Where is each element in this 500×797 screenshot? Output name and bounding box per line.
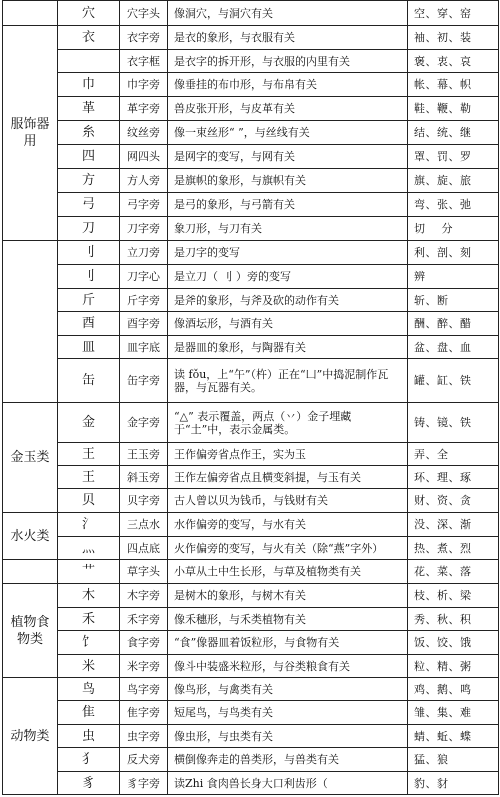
explanation-cell: 像酒坛形，与酒有关 [168,312,408,336]
radical-cell: 糸 [58,121,120,145]
explanation-cell: 像禾穗形，与禾类植物有关 [168,608,408,631]
radical-name-cell: 网四头 [120,145,168,169]
example-chars-cell: 铸、镜、铁 [408,403,499,443]
radical-cell: 米 [58,655,120,678]
radical-name-cell: 衣字旁 [120,26,168,50]
explanation-cell: 是树木的象形，与树木有关 [168,584,408,608]
radical-name-cell: 隹字旁 [120,701,168,725]
radical-name-cell: 刀字心 [120,265,168,289]
example-chars-cell: 结、统、继 [408,121,499,145]
table-row [3,701,499,725]
radical-name-cell: 王玉旁 [120,443,168,466]
radical-name-cell: 禾字旁 [120,608,168,631]
example-chars-cell: 罐、缸、铁 [408,359,499,403]
explanation-cell: 象刀形，与刀有关 [168,217,408,241]
radical-cell: 隹 [58,701,120,725]
table-row [3,443,499,466]
radical-name-cell: 草字头 [120,560,168,584]
table-row [3,50,499,73]
explanation-cell: 是斧的象形，与斧及砍的动作有关 [168,289,408,312]
example-chars-cell: 辨 [408,265,499,289]
radical-name-cell: 巾字旁 [120,73,168,97]
radical-cell: 氵 [58,513,120,537]
table-row [3,169,499,193]
radical-cell: 贝 [58,489,120,513]
radical-cell: 革 [58,97,120,121]
example-chars-cell: 盆、盘、血 [408,336,499,359]
table-row [3,466,499,489]
radical-cell: 禾 [58,608,120,631]
radical-name-cell: 三点水 [120,513,168,537]
radical-name-cell: 酉字旁 [120,312,168,336]
radical-name-cell: 斤字旁 [120,289,168,312]
radical-cell: 巾 [58,73,120,97]
explanation-cell: 短尾鸟，与鸟类有关 [168,701,408,725]
example-chars-cell: 帐、幕、帜 [408,73,499,97]
explanation-cell: 是立刀（ 刂 ）旁的变写 [168,265,408,289]
table-row [3,537,499,560]
category-cell: 金玉类 [3,403,58,513]
category-cell [3,241,58,403]
explanation-cell: “食”像器皿着饭粒形，与食物有关 [168,631,408,655]
explanation-cell: 是刀字的变写 [168,241,408,265]
table-row [3,241,499,265]
explanation-cell: 是旗帜的象形，与旗帜有关 [168,169,408,193]
explanation-cell: 像斗中装盛米粒形，与谷类粮食有关 [168,655,408,678]
example-chars-cell: 斩、断 [408,289,499,312]
example-chars-cell: 切 分 [408,217,499,241]
explanation-cell: 小草从土中生长形，与草及植物类有关 [168,560,408,584]
category-cell: 水火类 [3,513,58,560]
radical-name-cell: 缶字旁 [120,359,168,403]
radical-name-cell: 革字旁 [120,97,168,121]
radical-cell: 弓 [58,193,120,217]
explanation-cell: 王作偏旁省点作王，实为玉 [168,443,408,466]
table-row [3,403,499,443]
table-row [3,725,499,748]
explanation-cell: 像垂挂的布巾形，与布帛有关 [168,73,408,97]
explanation-cell: 读Zhi 食肉兽长身大口利齿形（ [168,772,408,795]
radical-cell: 刂 [58,265,120,289]
radical-name-cell: 方人旁 [120,169,168,193]
explanation-cell: “△” 表示覆盖，两点（丷）金子埋藏于“土”中，表示金属类。 [168,403,408,443]
example-chars-cell: 豹、豺 [408,772,499,795]
explanation-cell: 是衣的象形，与衣服有关 [168,26,408,50]
table-row [3,560,499,584]
example-chars-cell: 酬、醉、醋 [408,312,499,336]
radical-name-cell: 刀字旁 [120,217,168,241]
table-row [3,145,499,169]
radical-cell: 犭 [58,748,120,772]
radical-cell: 方 [58,169,120,193]
example-chars-cell: 秀、秋、积 [408,608,499,631]
example-chars-cell: 财、资、贪 [408,489,499,513]
example-chars-cell: 褒、衷、哀 [408,50,499,73]
radical-name-cell: 豸字旁 [120,772,168,795]
radical-name-cell: 斜玉旁 [120,466,168,489]
radical-cell: 灬 [58,537,120,560]
category-cell: 动物类 [3,678,58,795]
example-chars-cell: 弯、张、弛 [408,193,499,217]
table-row [3,631,499,655]
example-chars-cell: 空、穿、窑 [408,1,499,26]
table-row [3,584,499,608]
radical-cell: 虫 [58,725,120,748]
example-chars-cell: 鸡、鹅、鸣 [408,678,499,701]
table-row [3,678,499,701]
category-cell: 植物食物类 [3,584,58,678]
table-row [3,608,499,631]
table-row [3,1,499,26]
table-row [3,513,499,537]
radical-cell: 刂 [58,241,120,265]
radical-name-cell: 穴字头 [120,1,168,26]
explanation-cell: 像一束丝形“ ”，与丝线有关 [168,121,408,145]
radical-name-cell: 反犬旁 [120,748,168,772]
explanation-cell: 是器皿的象形，与陶器有关 [168,336,408,359]
explanation-cell: 横倒像奔走的兽类形，与兽类有关 [168,748,408,772]
example-chars-cell: 雏、集、难 [408,701,499,725]
radical-name-cell: 纹丝旁 [120,121,168,145]
radical-cell: 艹 [58,560,120,584]
radical-name-cell: 弓字旁 [120,193,168,217]
example-chars-cell: 利、剖、刻 [408,241,499,265]
example-chars-cell: 环、理、琢 [408,466,499,489]
explanation-cell: 像鸟形，与禽类有关 [168,678,408,701]
radical-name-cell: 食字旁 [120,631,168,655]
radical-cell: 金 [58,403,120,443]
example-chars-cell: 蜻、蚯、蝶 [408,725,499,748]
example-chars-cell: 猛、狼 [408,748,499,772]
example-chars-cell: 枝、析、梁 [408,584,499,608]
table-row [3,73,499,97]
table-row [3,97,499,121]
table-row [3,26,499,50]
radical-name-cell: 衣字框 [120,50,168,73]
explanation-cell: 是弓的象形，与弓箭有关 [168,193,408,217]
category-cell [3,560,58,584]
radical-cell [58,50,120,73]
radical-name-cell: 立刀旁 [120,241,168,265]
explanation-cell: 像洞穴，与洞穴有关 [168,1,408,26]
example-chars-cell: 热、煮、烈 [408,537,499,560]
explanation-cell: 兽皮张开形，与皮革有关 [168,97,408,121]
table-row [3,655,499,678]
example-chars-cell: 花、菜、落 [408,560,499,584]
radical-name-cell: 米字旁 [120,655,168,678]
radical-cell: 穴 [58,1,120,26]
radical-cell: 斤 [58,289,120,312]
radicals-table [2,0,499,795]
example-chars-cell: 弄、全 [408,443,499,466]
radical-cell: 王 [58,443,120,466]
example-chars-cell: 粒、精、粥 [408,655,499,678]
radical-cell: 鸟 [58,678,120,701]
radical-cell: 王 [58,466,120,489]
example-chars-cell: 袖、初、装 [408,26,499,50]
radical-cell: 缶 [58,359,120,403]
table-row [3,359,499,403]
radical-cell: 衣 [58,26,120,50]
radical-name-cell: 鸟字旁 [120,678,168,701]
table-row [3,489,499,513]
radical-name-cell: 虫字旁 [120,725,168,748]
category-cell [3,1,58,26]
explanation-cell: 是网字的变写，与网有关 [168,145,408,169]
radical-name-cell: 木字旁 [120,584,168,608]
category-cell: 服饰器用 [3,26,58,241]
table-row [3,193,499,217]
table-row [3,748,499,772]
example-chars-cell: 罩、罚、罗 [408,145,499,169]
example-chars-cell: 鞋、鞭、勒 [408,97,499,121]
explanation-cell: 王作左偏旁省点且横变斜提，与玉有关 [168,466,408,489]
table-row [3,289,499,312]
radical-cell: 皿 [58,336,120,359]
explanation-cell: 古人曾以贝为钱币，与钱财有关 [168,489,408,513]
table-row [3,265,499,289]
radical-name-cell: 四点底 [120,537,168,560]
radical-cell: 木 [58,584,120,608]
explanation-cell: 像虫形，与虫类有关 [168,725,408,748]
radical-name-cell: 贝字旁 [120,489,168,513]
explanation-cell: 读 fǒu，上“午”（杵）正在“凵”中捣泥制作瓦器，与瓦器有关。 [168,359,408,403]
table-row [3,772,499,795]
radical-name-cell: 金字旁 [120,403,168,443]
table-row [3,217,499,241]
explanation-cell: 火作偏旁的变写，与火有关（除“燕”字外） [168,537,408,560]
table-row [3,121,499,145]
radical-cell: 四 [58,145,120,169]
explanation-cell: 是衣字的拆开形，与衣服的内里有关 [168,50,408,73]
example-chars-cell: 旗、旋、旅 [408,169,499,193]
table-row [3,336,499,359]
radical-name-cell: 皿字底 [120,336,168,359]
radical-cell: 刀 [58,217,120,241]
example-chars-cell: 没、深、渐 [408,513,499,537]
example-chars-cell: 饭、饺、饿 [408,631,499,655]
explanation-cell: 水作偏旁的变写，与水有关 [168,513,408,537]
table-row [3,312,499,336]
radical-cell: 豸 [58,772,120,795]
radical-cell: 饣 [58,631,120,655]
radical-cell: 酉 [58,312,120,336]
